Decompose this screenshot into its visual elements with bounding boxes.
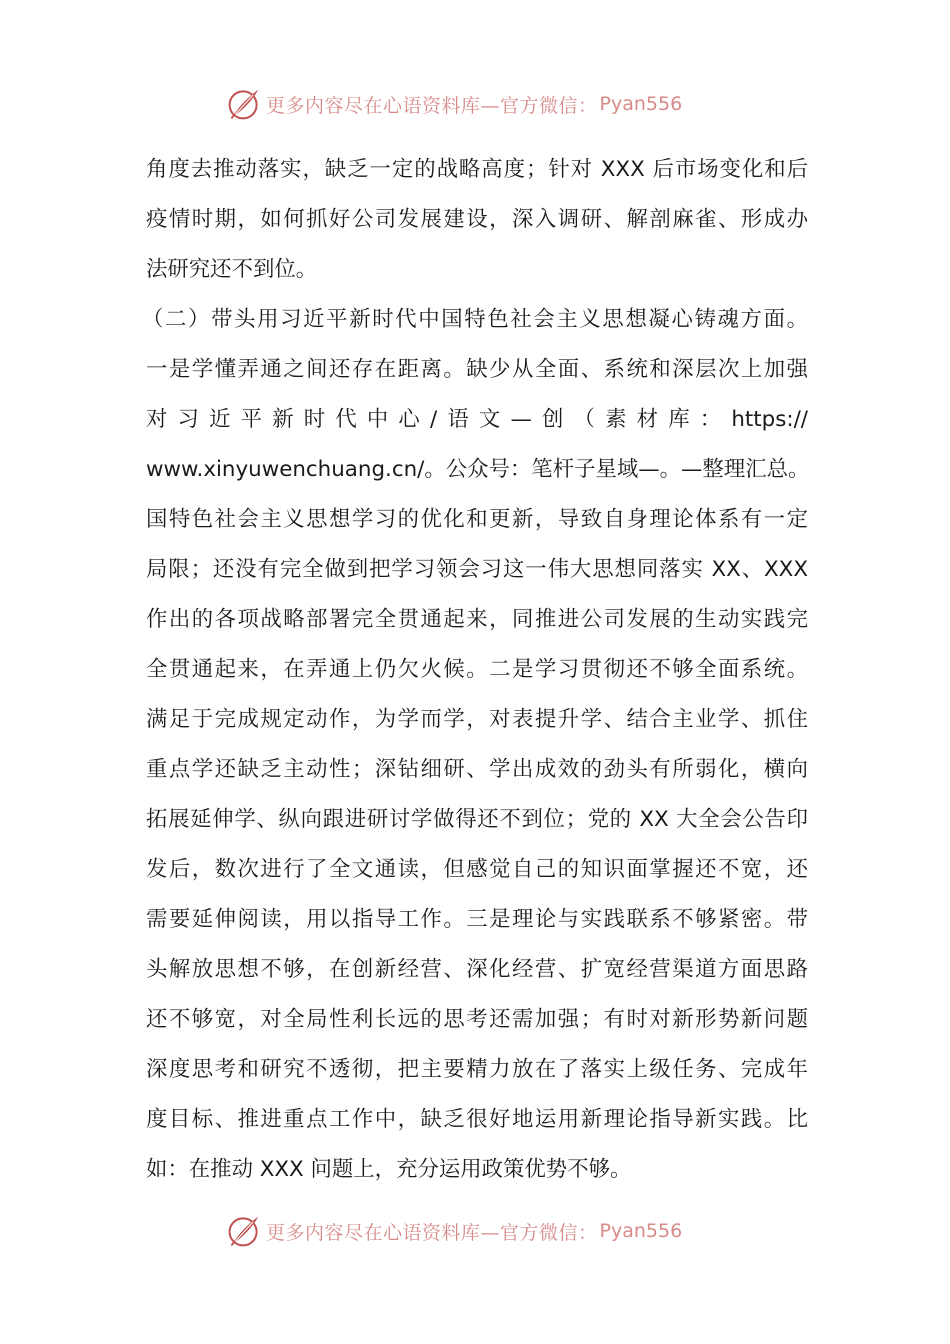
footer-wechat-id: Pyan556 (599, 1220, 683, 1242)
body-line-9: 局限；还没有完全做到把学习领会习这一伟大思想同落实 XX、XXX (146, 557, 808, 582)
header-site-text: 更多内容尽在心语资料库—官方微信： (266, 94, 598, 117)
body-line-13: 重点学还缺乏主动性；深钻细研、学出成效的劲头有所弱化，横向 (146, 757, 808, 782)
body-line-8: 国特色社会主义思想学习的优化和更新，导致自身理论体系有一定 (146, 507, 808, 532)
footer-banner (226, 1211, 682, 1251)
body-line-18: 还不够宽，对全局性利长远的思考还需加强；有时对新形势新问题 (146, 1007, 808, 1032)
body-line-2: 疫情时期，如何抓好公司发展建设，深入调研、解剖麻雀、形成办 (146, 207, 808, 232)
body-line-1: 角度去推动落实，缺乏一定的战略高度；针对 XXX 后市场变化和后 (146, 157, 808, 182)
body-line-16: 需要延伸阅读，用以指导工作。三是理论与实践联系不够紧密。带 (146, 907, 808, 932)
footer-site-text: 更多内容尽在心语资料库—官方微信： (266, 1221, 598, 1244)
body-line-7: www.xinyuwenchuang.cn/。公众号：笔杆子星域—。—整理汇总。 (146, 457, 810, 482)
section-heading: （二）带头用习近平新时代中国特色社会主义思想凝心铸魂方面。 (142, 307, 808, 332)
body-line-12: 满足于完成规定动作，为学而学，对表提升学、结合主业学、抓住 (146, 707, 808, 732)
document-body (142, 145, 810, 1195)
body-line-10: 作出的各项战略部署完全贯通起来，同推进公司发展的生动实践完 (146, 607, 808, 632)
header-wechat-id: Pyan556 (599, 93, 683, 115)
body-line-20: 度目标、推进重点工作中，缺乏很好地运用新理论指导新实践。比 (146, 1107, 808, 1132)
body-line-19: 深度思考和研究不透彻，把主要精力放在了落实上级任务、完成年 (146, 1057, 808, 1082)
quill-pen-logo-icon (226, 86, 262, 122)
body-line-5: 一是学懂弄通之间还存在距离。缺少从全面、系统和深层次上加强 (146, 357, 808, 382)
body-line-6: 对习近平新时代中心/语文—创（素材库：https:// (146, 407, 808, 432)
body-line-3: 法研究还不到位。 (146, 257, 318, 282)
body-line-15: 发后，数次进行了全文通读，但感觉自己的知识面掌握还不宽，还 (146, 857, 808, 882)
header-banner (226, 84, 682, 124)
body-line-17: 头解放思想不够，在创新经营、深化经营、扩宽经营渠道方面思路 (146, 957, 808, 982)
body-line-14: 拓展延伸学、纵向跟进研讨学做得还不到位；党的 XX 大全会公告印 (146, 807, 808, 832)
body-line-11: 全贯通起来，在弄通上仍欠火候。二是学习贯彻还不够全面系统。 (146, 657, 808, 682)
body-line-21: 如：在推动 XXX 问题上，充分运用政策优势不够。 (146, 1157, 632, 1182)
quill-pen-logo-icon (226, 1213, 262, 1249)
